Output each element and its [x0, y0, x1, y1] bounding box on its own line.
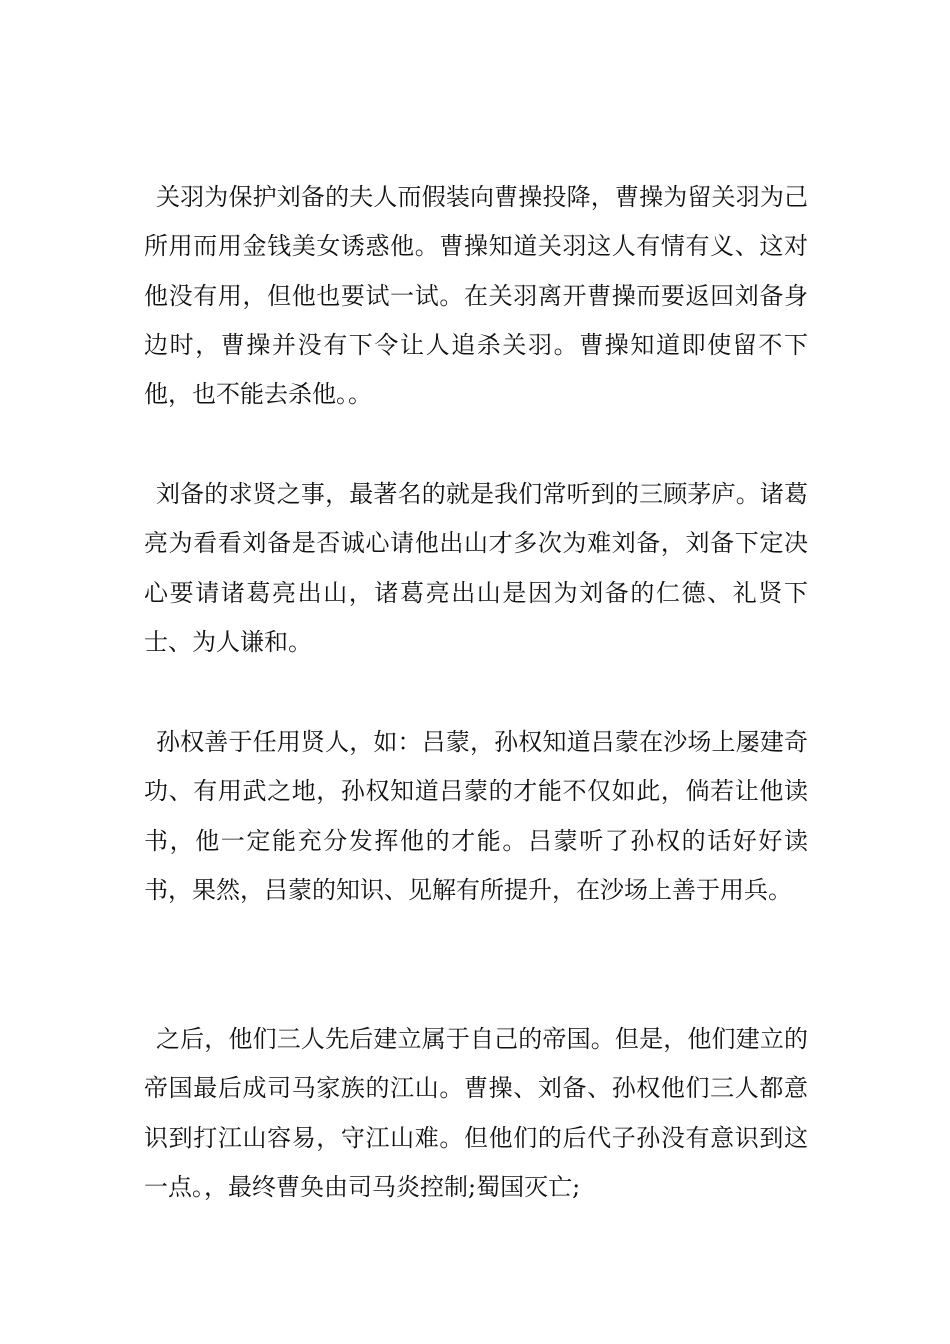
paragraph-sun-quan: 孙权善于任用贤人，如：吕蒙，孙权知道吕蒙在沙场上屡建奇功、有用武之地，孙权知道吕蒙的才能不仅如此，倘若让他读书，他一定能充分发挥他的才能。吕蒙听了孙权的话好好读书，果然，吕蒙的知识、见解有所提升，在沙场上善于用兵。 — [144, 728, 808, 904]
paragraph-guan-yu: 关羽为保护刘备的夫人而假装向曹操投降，曹操为留关羽为己所用而用金钱美女诱惑他。曹操知道关羽这人有情有义、这对他没有用，但他也要试一试。在关羽离开曹操而要返回刘备身边时，曹操并没有下令让人追杀关羽。曹操知道即使留不下他，也不能去杀他。。 — [144, 183, 808, 409]
paragraph-conclusion: 之后，他们三人先后建立属于自己的帝国。但是，他们建立的帝国最后成司马家族的江山。曹操、刘备、孙权他们三人都意识到打江山容易，守江山难。但他们的后代子孙没有意识到这一点。，最终曹奂由司马炎控制;蜀国灭亡; — [144, 1025, 808, 1201]
paragraph-liu-bei: 刘备的求贤之事，最著名的就是我们常听到的三顾茅庐。诸葛亮为看看刘备是否诚心请他出山才多次为难刘备，刘备下定决心要请诸葛亮出山，诸葛亮出山是因为刘备的仁德、礼贤下士、为人谦和。 — [144, 480, 808, 656]
